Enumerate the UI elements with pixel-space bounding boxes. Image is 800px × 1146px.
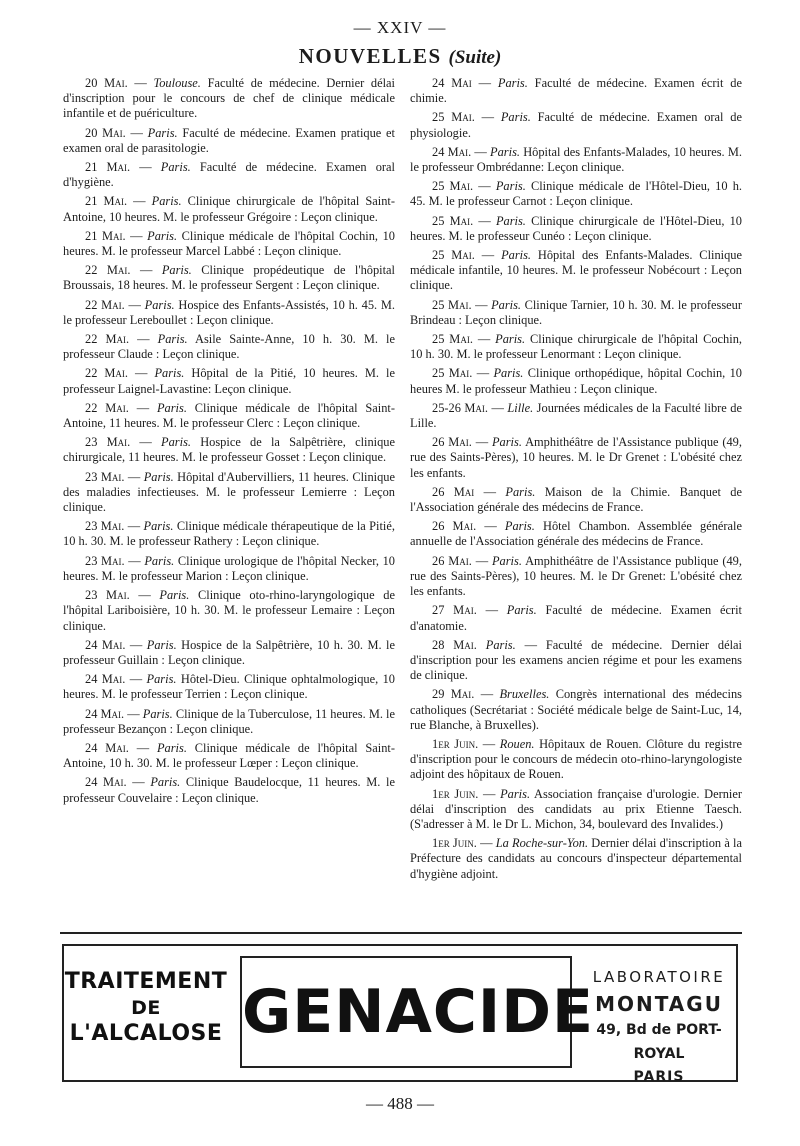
entry-date: 24 Mai. —	[85, 672, 143, 687]
ad-brand: GENACIDE	[240, 956, 572, 1068]
entry-date: 24 Mai —	[432, 76, 492, 90]
entry-text: Hôpital d'Aubervilliers, 11 heures. Clinique des maladies infectieuses. M. le professeur Lemierre : Leçon clinique.	[63, 469, 395, 515]
entry-text: Maison de la Chimie. Banquet de l'Association générale des médecins de France.	[410, 484, 742, 515]
entry-text: Hospice de la Salpêtrière, 10 h. 30. M. le professeur Guillain : Leçon clinique.	[63, 637, 395, 667]
news-entry	[410, 554, 742, 600]
news-entry	[410, 836, 742, 882]
entry-date: 24 Mai. —	[85, 740, 150, 755]
entry-date: 22 Mai. —	[85, 297, 141, 312]
entry-text: Hôpital de la Pitié, 10 heures. M. le professeur Laignel-Lavastine: Leçon clinique.	[63, 366, 395, 396]
entry-city: Paris.	[495, 332, 526, 347]
entry-city: Paris.	[154, 366, 185, 381]
entry-text: Clinique médicale de l'hôpital Saint-Antoine, 10 h. 30. M. le professeur Lœper : Leçon clinique.	[63, 740, 395, 771]
entry-city: Lille.	[507, 400, 534, 415]
news-entry	[63, 160, 395, 190]
entry-date: 24 Mai. —	[85, 775, 145, 790]
entry-text: Faculté de médecine. Examen oral d'hygiène.	[63, 160, 395, 190]
entry-city: Paris.	[151, 194, 182, 209]
entry-text: Hospice de la Salpêtrière, clinique chirurgicale, 11 heures. M. le professeur Gosset : Leçon clinique.	[63, 435, 395, 465]
entry-date: 26 Mai. —	[432, 553, 489, 568]
left-news-column	[63, 76, 395, 810]
entry-date: 25 Mai. —	[432, 332, 491, 347]
entry-text: Asile Sainte-Anne, 10 h. 30. M. le professeur Claude : Leçon clinique.	[63, 332, 395, 362]
entry-date: 26 Mai. —	[432, 519, 497, 534]
entry-text: Clinique orthopédique, hôpital Cochin, 10 heures M. le professeur Mathieu : Leçon clinique.	[410, 366, 742, 396]
entry-date: 25 Mai. —	[432, 297, 488, 312]
entry-date: 23 Mai. —	[85, 553, 141, 568]
entry-text: Clinique de la Tuberculose, 11 heures. M. le professeur Bezançon : Leçon clinique.	[63, 706, 396, 736]
news-entry	[63, 470, 395, 516]
entry-city: Paris.	[150, 775, 181, 790]
entry-date: 26 Mai. —	[432, 435, 489, 450]
news-entry	[410, 519, 742, 549]
news-entry	[63, 638, 395, 668]
entry-date: 25 Mai. —	[432, 213, 491, 228]
news-entry	[63, 366, 395, 396]
ad-right-line: PARIS	[633, 1069, 685, 1085]
entry-city: Paris.	[505, 484, 536, 499]
news-entry	[410, 179, 742, 209]
entry-city: Paris.	[491, 435, 522, 450]
roman-page-number: — XXIV —	[353, 18, 447, 37]
news-entry	[410, 687, 742, 733]
entry-date: 22 Mai. —	[85, 332, 150, 347]
entry-text: Congrès international des médecins catholiques (Secrétariat : Société médicale belge de Saint-Luc, 14, rue Blanche, à Bruxelles).	[410, 687, 742, 732]
entry-city: La Roche-sur-Yon.	[495, 836, 589, 851]
news-entry	[63, 775, 395, 805]
entry-city: Paris.	[159, 588, 190, 603]
entry-city: Paris.	[485, 637, 516, 652]
entry-date: 1er Juin. —	[432, 736, 496, 751]
news-entry	[63, 229, 395, 259]
entry-date: 24 Mai. —	[85, 637, 143, 652]
entry-date: 22 Mai. —	[85, 263, 153, 278]
ad-right-text	[582, 946, 736, 1085]
entry-city: Paris.	[504, 519, 535, 534]
entry-date: 20 Mai. —	[85, 76, 147, 90]
ad-right-line: MONTAGU	[595, 992, 723, 1016]
entry-text: Hôpitaux de Rouen. Clôture du registre d'inscription pour le concours de médecin oto-rhino-laryngologiste adjoint des hôpitaux de Rouen.	[410, 736, 742, 782]
entry-date: 21 Mai. —	[85, 160, 152, 175]
entry-date: 23 Mai. —	[85, 588, 151, 603]
entry-city: Paris.	[143, 469, 174, 484]
entry-city: Paris.	[491, 297, 522, 312]
entry-date: 22 Mai. —	[85, 400, 150, 415]
entry-city: Paris.	[161, 435, 191, 450]
entry-city: Paris.	[490, 144, 520, 159]
entry-text: Clinique chirurgicale de l'hôpital Saint-Antoine, 10 heures. M. le professeur Grégoire : Leçon clinique.	[63, 194, 395, 224]
entry-city: Paris.	[146, 637, 177, 652]
ad-right-line: LABORATOIRE	[592, 968, 726, 986]
entry-city: Paris.	[500, 110, 531, 125]
news-entry	[63, 741, 395, 771]
entry-text: Clinique médicale thérapeutique de la Pitié, 10 h. 30. M. le professeur Rathery : Leçon clinique.	[63, 519, 395, 549]
entry-text: Clinique médicale de l'hôpital Cochin, 10 heures. M. le professeur Marcel Labbé : Leçon clinique.	[63, 228, 395, 259]
news-entry	[63, 263, 395, 293]
entry-city: Rouen.	[499, 736, 535, 751]
entry-text: Amphithéâtre de l'Assistance publique (49, rue des Saints-Pères), 10 heures. M. le Dr Grenet : L'obésité chez les enfants.	[410, 435, 742, 480]
entry-date: 25 Mai. —	[432, 366, 490, 381]
entry-city: Bruxelles.	[499, 687, 550, 702]
ad-left-text	[64, 946, 228, 1080]
news-entry	[63, 332, 395, 362]
entry-text: Faculté de médecine. Examen écrit de chimie.	[410, 76, 742, 106]
entry-text: Clinique Tarnier, 10 h. 30. M. le professeur Brindeau : Leçon clinique.	[410, 297, 742, 327]
section-title	[0, 44, 800, 69]
entry-text: Clinique médicale de l'hôpital Saint-Antoine, 11 heures. M. le professeur Clerc : Leçon clinique.	[63, 400, 395, 431]
news-entry	[63, 672, 395, 702]
news-entry	[410, 401, 742, 431]
news-entry	[63, 298, 395, 328]
entry-city: Paris.	[142, 706, 173, 721]
news-entry	[63, 126, 395, 156]
news-entry	[63, 588, 395, 634]
entry-city: Paris.	[160, 160, 191, 175]
entry-city: Paris.	[493, 366, 524, 381]
entry-date: 22 Mai. —	[85, 366, 148, 381]
entry-text: Hôpital des Enfants-Malades. Clinique médicale infantile, 10 heures. M. le professeur Nobécourt : Leçon clinique.	[410, 248, 742, 293]
news-entry	[410, 110, 742, 140]
news-entry	[410, 603, 742, 633]
entry-text: Clinique urologique de l'hôpital Necker, 10 heures. M. le professeur Marion : Leçon clinique.	[63, 553, 395, 583]
entry-text: Faculté de médecine. Examen écrit d'anatomie.	[410, 603, 742, 633]
news-entry	[410, 298, 742, 328]
entry-city: Toulouse.	[153, 76, 201, 90]
news-entry	[410, 366, 742, 396]
news-entry	[410, 638, 742, 684]
entry-date: 25 Mai. —	[432, 248, 495, 263]
entry-text: Clinique oto-rhino-laryngologique de l'hôpital Lariboisière, 10 h. 30. M. le professeur Lemaire : Leçon clinique.	[63, 588, 395, 633]
entry-city: Paris.	[157, 332, 188, 347]
entry-date: 20 Mai. —	[85, 125, 143, 140]
news-entry	[63, 401, 395, 431]
entry-date: 1er Juin. —	[432, 836, 493, 851]
entry-date: 21 Mai. —	[85, 228, 143, 243]
entry-city: Paris.	[500, 786, 531, 801]
entry-text: Faculté de médecine. Examen oral de physiologie.	[410, 110, 742, 140]
entry-date: 25 Mai. —	[432, 110, 495, 125]
entry-date: 29 Mai. —	[432, 687, 494, 702]
entry-text: Association française d'urologie. Dernier délai d'inscription des candidats au prix Etienne Taesch. (S'adresser à M. le Dr L. Michon, 34, boulevard des Invalides.)	[410, 786, 742, 831]
entry-date: 23 Mai. —	[85, 435, 152, 450]
ad-right-line: 49, Bd de PORT-ROYAL	[596, 1022, 722, 1062]
entry-text: Dernier délai d'inscription à la Préfecture des candidats au concours d'inspecteur départemental d'hygiène adjoint.	[410, 836, 742, 881]
divider-rule	[60, 932, 742, 934]
entry-city: Paris.	[497, 76, 528, 90]
entry-date: 23 Mai. —	[85, 469, 141, 484]
entry-text: Clinique Baudelocque, 11 heures. M. le professeur Couvelaire : Leçon clinique.	[63, 775, 395, 805]
news-entry	[63, 194, 395, 224]
news-entry	[410, 214, 742, 244]
news-entry	[410, 145, 742, 175]
entry-date: 23 Mai. —	[85, 519, 141, 534]
title-suffix: (Suite)	[448, 47, 502, 68]
news-entry	[410, 76, 742, 106]
news-entry	[63, 435, 395, 465]
entry-city: Paris.	[156, 740, 187, 755]
entry-date: 25 Mai. —	[432, 179, 491, 194]
entry-city: Paris.	[144, 297, 175, 312]
entry-text: Faculté de médecine. Examen pratique et examen oral de parasitologie.	[63, 125, 396, 155]
news-entry	[410, 737, 742, 783]
entry-city: Paris.	[143, 519, 174, 534]
entry-text: Journées médicales de la Faculté libre de Lille.	[410, 400, 742, 431]
news-entry	[63, 554, 395, 584]
entry-text: Faculté de médecine. Dernier délai d'inscription pour le concours de chef de clinique médicale infantile et de puériculture.	[63, 76, 395, 121]
entry-date: 27 Mai. —	[432, 603, 498, 618]
page-number: — 488 —	[366, 1094, 434, 1113]
entry-text: Clinique propédeutique de l'hôpital Broussais, 18 heures. M. le professeur Sergent : Leçon clinique.	[63, 263, 396, 293]
entry-city: Paris.	[161, 263, 192, 278]
entry-date: 26 Mai —	[432, 484, 497, 499]
news-entry	[63, 76, 395, 122]
entry-text: Clinique chirurgicale de l'Hôtel-Dieu, 10 heures. M. le professeur Cunéo : Leçon clinique.	[410, 213, 742, 243]
entry-text: Clinique médicale de l'Hôtel-Dieu, 10 h. 45. M. le professeur Carnot : Leçon clinique.	[410, 179, 742, 209]
news-entry	[410, 248, 742, 294]
entry-text: Hôtel Chambon. Assemblée générale annuelle de l'Association générale des médecins de France.	[410, 519, 742, 549]
entry-text: Clinique chirurgicale de l'hôpital Cochin, 10 h. 30. M. le professeur Lenormant : Leçon clinique.	[410, 332, 742, 362]
entry-city: Paris.	[156, 400, 187, 415]
entry-text: — Faculté de médecine. Dernier délai d'inscription pour les examens ancien régime et pour les examens de clinique.	[410, 637, 742, 683]
entry-city: Paris.	[495, 213, 526, 228]
entry-city: Paris.	[491, 553, 522, 568]
entry-date: 28 Mai.	[432, 637, 477, 652]
entry-city: Paris.	[144, 553, 175, 568]
news-entry	[410, 332, 742, 362]
ad-left-line: L'ALCALOSE	[69, 1021, 223, 1046]
ad-left-line: DE	[131, 997, 161, 1019]
advertisement	[62, 944, 738, 1085]
entry-date: 24 Mai. —	[85, 706, 140, 721]
entry-city: Paris.	[495, 179, 526, 194]
entry-city: Paris.	[506, 603, 537, 618]
entry-text: Hospice des Enfants-Assistés, 10 h. 45. M. le professeur Lereboullet : Leçon clinique.	[63, 297, 395, 327]
ad-left-line: TRAITEMENT	[64, 969, 228, 994]
entry-city: Paris.	[147, 228, 178, 243]
entry-text: Hôtel-Dieu. Clinique ophtalmologique, 10 heures. M. le professeur Terrien : Leçon clinique.	[63, 672, 395, 702]
entry-date: 1er Juin. —	[432, 786, 496, 801]
entry-date: 21 Mai. —	[85, 194, 146, 209]
title-text: NOUVELLES	[298, 44, 442, 68]
entry-text: Hôpital des Enfants-Malades, 10 heures. M. le professeur Ombrédanne: Leçon clinique.	[410, 144, 742, 175]
news-entry	[410, 435, 742, 481]
entry-city: Paris.	[146, 672, 177, 687]
entry-text: Amphithéâtre de l'Assistance publique (49, rue des Saints-Pères), 10 heures. M. le Dr Grenet: L'obésité chez les enfants.	[410, 553, 742, 599]
news-entry	[63, 519, 395, 549]
entry-date: 25-26 Mai. —	[432, 400, 504, 415]
right-news-column	[410, 76, 742, 886]
entry-city: Paris.	[501, 248, 532, 263]
news-entry	[410, 485, 742, 515]
news-entry	[410, 787, 742, 833]
entry-city: Paris.	[147, 125, 178, 140]
news-entry	[63, 707, 395, 737]
entry-date: 24 Mai. —	[432, 144, 487, 159]
